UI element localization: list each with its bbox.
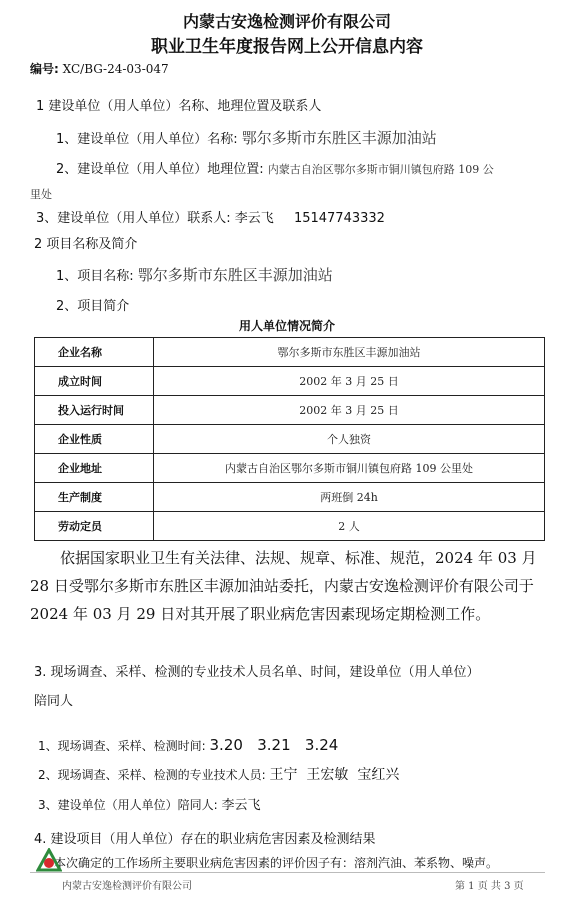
company-title: 内蒙古安逸检测评价有限公司 [182,12,391,31]
table-row [35,512,545,541]
table-row [35,483,545,512]
unit-name-value: 鄂尔多斯市东胜区丰源加油站 [241,129,437,147]
section4-heading: 4. 建设项目（用人单位）存在的职业病危害因素及检测结果 [34,832,376,847]
unit-contact-name: 李云飞 [234,211,274,226]
unit-contact-phone: 15147743332 [293,211,385,226]
survey-staff-value: 王宁 王宏敏 宝红兴 [269,767,400,783]
unit-location-row [56,158,494,177]
unit-location-label: 2、建设单位（用人单位）地理位置: [56,162,264,177]
table-row-label: 成立时间 [35,367,154,396]
table-row-value: 个人独资 [154,425,545,454]
table-row-label: 投入运行时间 [35,396,154,425]
project-name-row [56,264,333,285]
serial-number [30,60,169,77]
table-row-label: 企业名称 [35,338,154,367]
unit-contact-label: 3、建设单位（用人单位）联系人: [36,211,231,226]
table-row-label: 劳动定员 [35,512,154,541]
table-row-value: 2002 年 3 月 25 日 [154,396,545,425]
table-row [35,367,545,396]
escort-value: 李云飞 [221,798,261,813]
table-row-label: 企业性质 [35,425,154,454]
project-name-value: 鄂尔多斯市东胜区丰源加油站 [137,266,333,284]
survey-staff-row [38,764,399,784]
footer-company: 内蒙古安逸检测评价有限公司 [62,881,192,892]
escort-label: 3、建设单位（用人单位）陪同人: [38,798,218,812]
table-row-value: 鄂尔多斯市东胜区丰源加油站 [154,338,545,367]
unit-contact-row [36,207,385,226]
survey-time-row [38,736,338,754]
table-row [35,425,545,454]
company-info-table [34,337,545,541]
survey-time-label: 1、现场调查、采样、检测时间: [38,739,206,753]
serial-value: XC/BG-24-03-047 [62,62,169,76]
table-row-value: 2 人 [154,512,545,541]
table-caption: 用人单位情况简介 [238,319,335,333]
section2-heading: 2 项目名称及简介 [34,237,138,252]
table-row [35,338,545,367]
section4-line: 本次确定的工作场所主要职业病危害因素的评价因子有：溶剂汽油、苯系物、噪声。 [54,856,499,870]
document-title: 职业卫生年度报告网上公开信息内容 [151,37,423,57]
section3-heading-continued: 陪同人 [34,694,74,709]
table-row-label: 企业地址 [35,454,154,483]
footer-page-number: 第 1 页 共 3 页 [455,881,524,892]
escort-row [38,794,261,813]
table-row-label: 生产制度 [35,483,154,512]
unit-name-row [56,127,437,148]
project-name-label: 1、项目名称: [56,269,134,284]
project-intro-label: 2、项目简介 [56,299,130,314]
table-row-value: 内蒙古自治区鄂尔多斯市铜川镇包府路 109 公里处 [154,454,545,483]
unit-location-continued: 里处 [30,188,52,201]
table-row-value: 两班倒 24h [154,483,545,512]
survey-time-value: 3.20 3.21 3.24 [209,736,339,754]
serial-label: 编号: [30,62,59,76]
unit-location-value: 内蒙古自治区鄂尔多斯市铜川镇包府路 109 公 [267,163,494,176]
company-logo-icon [36,848,62,872]
commission-paragraph: 依据国家职业卫生有关法律、法规、规章、标准、规范，2024 年 03 月 28 日受鄂尔多斯市东胜区丰源加油站委托，内蒙古安逸检测评价有限公司于 2024 年 03 月 29 日对其开展了职业病危害因素现场定期检测工作。 [30,549,537,623]
section3-heading: 3. 现场调查、采样、检测的专业技术人员名单、时间，建设单位（用人单位） [34,665,480,680]
footer-divider [30,872,545,873]
unit-name-label: 1、建设单位（用人单位）名称: [56,132,238,147]
table-row [35,454,545,483]
table-row-value: 2002 年 3 月 25 日 [154,367,545,396]
section1-heading: 1 建设单位（用人单位）名称、地理位置及联系人 [36,99,322,114]
survey-staff-label: 2、现场调查、采样、检测的专业技术人员: [38,768,266,782]
table-row [35,396,545,425]
